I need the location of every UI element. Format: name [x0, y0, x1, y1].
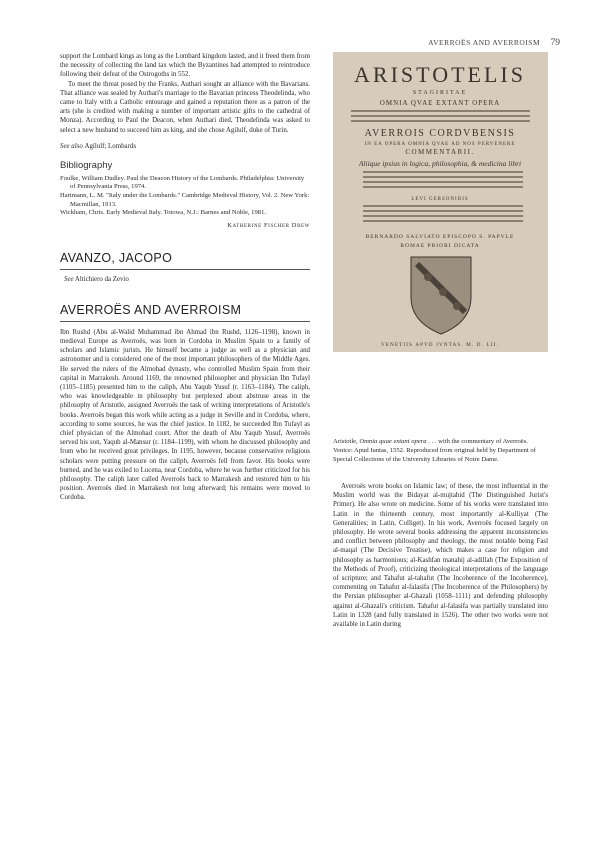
left-column	[60, 52, 310, 503]
fig-line-8: ROMAE PRIORI DICATA	[400, 243, 480, 249]
bibliography-heading: Bibliography	[60, 159, 113, 171]
paragraph: To meet the threat posed by the Franks, Authari sought an alliance with the Bavarians. That alliance was sealed by Authari's marriage to the Bavarian princess Theodelinda, who came to Italy with a Catholic entourage and gained a reputation there as a patron of the arts (she is credited with making a number of important artistic gifts to the cathedral of Monza). According to Paul the Deacon, when Authari died, Theodelinda was asked to select a new husband to succeed him as king, and she chose Agilulf, duke of Turin.	[60, 80, 310, 134]
paragraph: support the Lombard kings as long as the Lombard kingdom lasted, and it freed them from the necessity of collecting the land tax which the Byzantines had attempted to reintroduce following their defeat of the Ostrogoths in 552.	[60, 53, 310, 79]
caption-prefix: Aristotle,	[333, 438, 358, 445]
fig-line-big-2: AVERROIS CORDVBENSIS	[364, 128, 516, 139]
paragraph: Ibn Rushd (Abu al-Walid Muhammad ibn Ahmad ibn Rushd, 1126–1198), known in medieval Europe as Averroës, was born in Cordoba in Muslim Spain to a family of scholars and Islamic jurists. He himself became a judge as well as a physician and astronomer and is considered one of the most important philosophers of the Middle Ages. He served the rulers of the Almohad dynasty, who controlled Muslim Spain from their capital in Marrakesh. Around 1169, the renowned philosopher and physician Ibn Tufayl (1105–1185) presented him to the caliph, Abu Yaqub Yusuf (r. 1163–1184). The caliph, who was knowledgeable in philosophy but perplexed about abstruse areas in the philosophy of Aristotle, assigned Averroës the task of writing interpretations of Aristotle's books. Averroës began this work while acting as a judge in Seville and in Cordoba, where, according to some sources, he was the chief justice. In 1182, he succeeded Ibn Tufayl as chief physician of the Almohad court. After the death of Abu Yaqub Yusuf, Averroës served his son, Yaqub al-Mansur (r. 1184–1199), with whom he discussed philosophy and from who he received great privileges. In 1195, however, because conservative religious scholars were putting pressure on the caliph, Averroës fell from favor. His books were burned, and he was exiled to Lucena, near Cordoba, where he was further criticized for his philosophy. The caliph later called Averroës back to Marrakesh and restored him to his position. Averroës died in Marrakesh not long afterward; his remains were moved to Cordoba.	[60, 328, 310, 502]
fig-line-6: LEVI GERSONIDIS	[411, 197, 469, 202]
see-reference	[64, 276, 310, 283]
page-number: 79	[550, 38, 560, 48]
bibliography-entry: Hartmann, L. M. "Italy under the Lombards." Cambridge Medieval History, Vol. 2. New York: Macmillan, 1913.	[60, 192, 310, 208]
fig-line-2: OMNIA QVAE EXTANT OPERA	[379, 99, 501, 107]
title-rule	[60, 321, 310, 322]
title-page-svg	[333, 52, 548, 352]
see-also	[60, 143, 310, 150]
fig-imprint: VENETIIS APVD IVNTAS. M. D. LII.	[381, 343, 499, 348]
caption-title: Omnia quae extant opera	[359, 438, 427, 445]
paragraph: Averroës wrote books on Islamic law; of these, the most influential in the Muslim world was the Bidayat al-mujtahid (The Distinguished Jurist's Primer). He also wrote on medicine. Some of his works were translated into Latin in the thirteenth century, most importantly al-Kulliyat (The Generalities; in Latin, Colliget). In his work, Averroës focused largely on philosophy. He wrote several books addressing the apparent inconsistencies and conflict between philosophy and theology, the most notable being Fasl al-maqal (The Decisive Treatise), which makes a case for religion and philosophy as harmonious; al-Kashfan manahij al-adillah (The Exposition of the Methods of Proof), criticizing theological interpretations of the language of scripture; and Tahafut al-tahafut (The Incoherence of the Incoherence), commenting on Tahafut al-falasifa (The Incoherence of the Philosophers) by the Persian philosopher al-Ghazali (1058–1111) and defending philosophy against al-Ghazali's criticism. Tahafut al-falasifa was partially translated into Latin in 1328 (and fully translated in 1526). The other two works were not available in Latin during	[333, 483, 548, 629]
see-also-prefix: See also	[60, 142, 83, 150]
entry-title-averroes: AVERROËS AND AVERROISM	[60, 302, 242, 317]
running-header	[428, 38, 560, 48]
fig-line-5: Aliique ipsius in logica, philosophia, & medicina libri	[358, 159, 522, 168]
see-link[interactable]: Altichiero da Zevio	[74, 275, 129, 283]
bibliography-entry: Foulke, William Dudley. Paul the Deacon History of the Lombards. Philadelphia: University of Pennsylvania Press, 1974.	[60, 174, 305, 191]
fig-line-3: IN EA OPERA OMNIA QVAE AD NOS PERVENERE	[364, 142, 516, 147]
fig-line-big-1: ARISTOTELIS	[354, 62, 526, 87]
title-rule	[60, 269, 310, 270]
author-signature: Katherine Fischer Drew	[227, 221, 310, 229]
title-page-image	[333, 52, 548, 352]
fig-line-4: COMMENTARII.	[405, 148, 475, 156]
figure-caption	[333, 438, 548, 464]
caption-text: . . . with the commentary of Averroës. Venice: Apud Iuntas, 1552. Reproduced from original held by Department of Special Collections of the University Libraries of Notre Dame.	[333, 438, 536, 463]
running-title: AVERROËS AND AVERROISM	[428, 38, 541, 47]
see-also-link[interactable]: Agilulf; Lombards	[84, 142, 136, 150]
see-prefix: See	[64, 275, 74, 283]
fig-line-7: BERNARDO SALVIATO EPISCOPO S. PAPVLE	[365, 234, 515, 240]
entry-title-avanzo: AVANZO, JACOPO	[60, 250, 173, 265]
bibliography-entry: Wickham, Chris. Early Medieval Italy. Totowa, N.J.: Barnes and Noble, 1981.	[60, 209, 267, 217]
right-column	[333, 482, 548, 629]
fig-line-small-1: STAGIRITAE	[412, 90, 468, 96]
